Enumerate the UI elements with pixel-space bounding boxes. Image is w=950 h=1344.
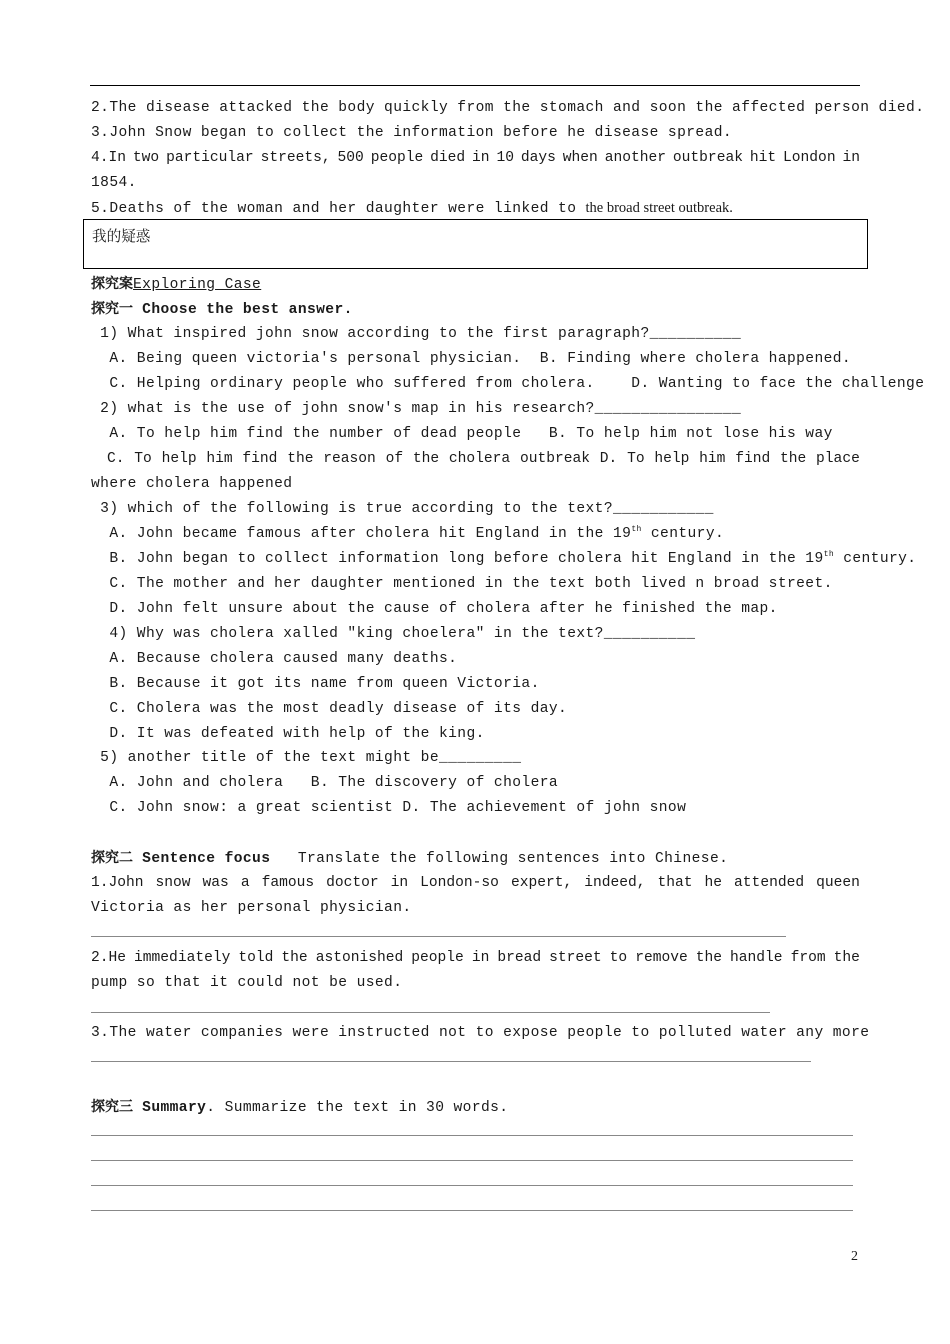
question-4-option-b: B. Because it got its name from queen Victoria. (91, 676, 540, 692)
page-number: 2 (851, 1249, 858, 1264)
question-2-options-cd-line1: C. To help him find the reason of the cholera outbreak D. To help him find the place (107, 451, 860, 467)
summary-line-4[interactable] (91, 1210, 853, 1211)
question-2-options-cd-line2: where cholera happened (91, 476, 293, 492)
question-4-option-c: C. Cholera was the most deadly disease of its day. (91, 701, 568, 717)
translate-sentence-2-line1: 2.He immediately told the astonished people in bread street to remove the handle from the (91, 950, 860, 966)
question-5-options-ab: A. John and cholera B. The discovery of cholera (91, 775, 559, 791)
summary-line-2[interactable] (91, 1160, 853, 1161)
question-3-option-d: D. John felt unsure about the cause of cholera after he finished the map. (91, 601, 778, 617)
question-3-option-c: C. The mother and her daughter mentioned in the text both lived n broad street. (91, 576, 833, 592)
my-doubts-label: 我的疑惑 (92, 228, 151, 245)
my-doubts-box[interactable] (83, 219, 868, 269)
question-4-option-a: A. Because cholera caused many deaths. (91, 651, 458, 667)
translate-sentence-1-line2: Victoria as her personal physician. (91, 900, 412, 916)
statement-4-line2: 1854. (91, 175, 137, 191)
summary-line-3[interactable] (91, 1185, 853, 1186)
statement-4-line1: 4.In two particular streets, 500 people died in 10 days when another outbreak hit London in (91, 150, 860, 166)
summary-line-1[interactable] (91, 1135, 853, 1136)
top-rule (90, 85, 860, 86)
question-5: 5) another title of the text might be_________ (91, 750, 522, 766)
answer-line-1[interactable] (91, 936, 786, 937)
part3-heading: 探究三 Summary. Summarize the text in 30 words. (91, 1099, 509, 1116)
translate-sentence-3: 3.The water companies were instructed not to expose people to polluted water any more (91, 1025, 870, 1041)
question-4: 4) Why was cholera xalled "king choelera" in the text?__________ (91, 626, 696, 642)
answer-line-2[interactable] (91, 1012, 770, 1013)
statement-5: 5.Deaths of the woman and her daughter were linked to the broad street outbreak. (91, 200, 733, 217)
question-2-options-ab: A. To help him find the number of dead people B. To help him not lose his way (91, 426, 833, 442)
question-2: 2) what is the use of john snow's map in his research?________________ (91, 401, 742, 417)
statement-2: 2.The disease attacked the body quickly from the stomach and soon the affected person died. (91, 100, 925, 116)
translate-sentence-1-line1: 1.John snow was a famous doctor in London-so expert, indeed, that he attended queen (91, 875, 860, 891)
answer-line-3[interactable] (91, 1061, 811, 1062)
part1-heading: 探究一 Choose the best answer. (91, 301, 353, 318)
question-4-option-d: D. It was defeated with help of the king. (91, 726, 485, 742)
question-1-options-cd: C. Helping ordinary people who suffered from cholera. D. Wanting to face the challenge (91, 376, 925, 392)
statement-3: 3.John Snow began to collect the information before he disease spread. (91, 125, 733, 141)
question-3-option-a: A. John became famous after cholera hit England in the 19th century. (91, 525, 725, 542)
translate-sentence-2-line2: pump so that it could not be used. (91, 975, 403, 991)
question-3-option-b: B. John began to collect information long before cholera hit England in the 19th century. (91, 550, 917, 567)
question-5-options-cd: C. John snow: a great scientist D. The achievement of john snow (91, 800, 687, 816)
question-1-options-ab: A. Being queen victoria's personal physician. B. Finding where cholera happened. (91, 351, 852, 367)
exploring-case-heading: 探究案Exploring Case (91, 276, 262, 293)
question-1: 1) What inspired john snow according to the first paragraph?__________ (91, 326, 742, 342)
question-3: 3) which of the following is true according to the text?___________ (91, 501, 714, 517)
part2-heading: 探究二 Sentence focus Translate the following sentences into Chinese. (91, 850, 729, 867)
